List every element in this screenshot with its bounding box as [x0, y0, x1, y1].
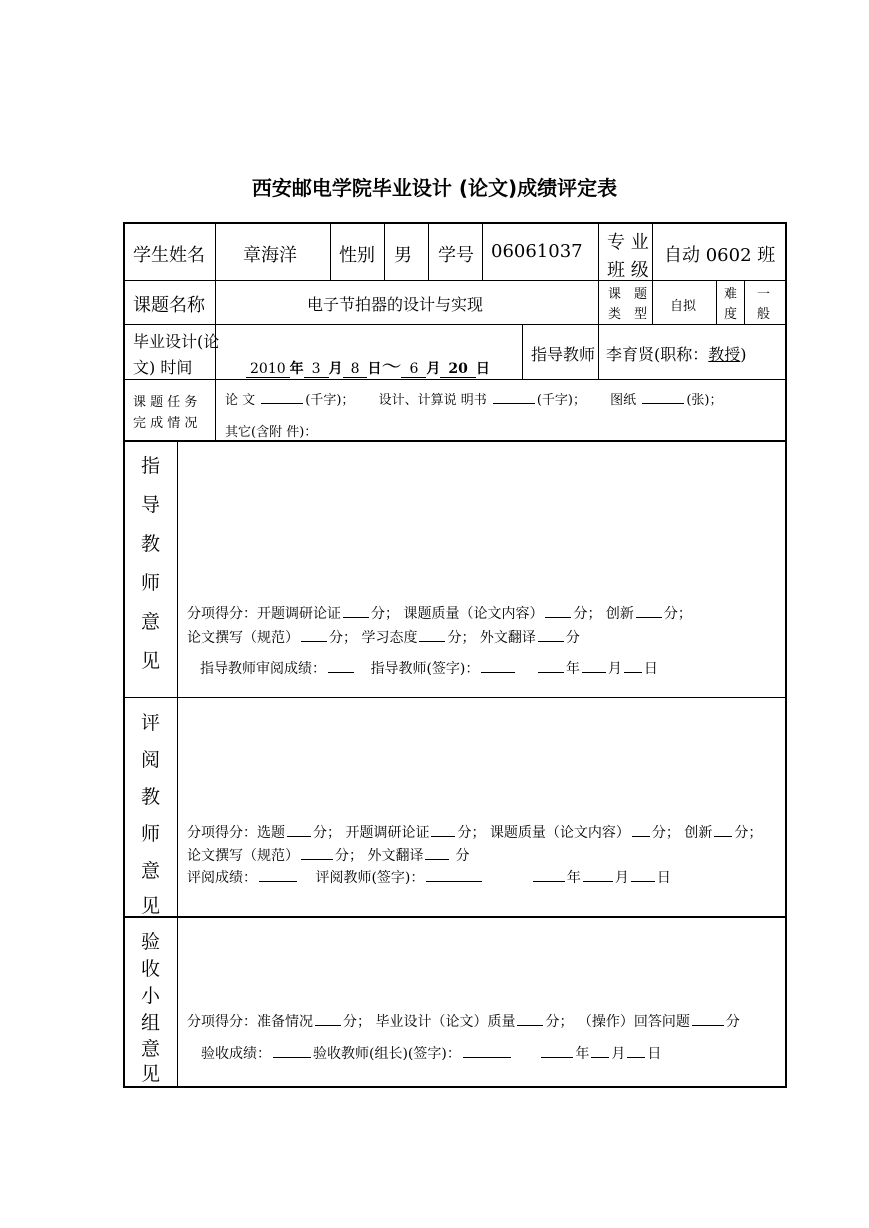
score-text: 论文撰写（规范）: [187, 630, 299, 646]
blank: [692, 1011, 724, 1026]
advisor-grade-line: [200, 658, 658, 678]
topic-type-label: 课 题: [608, 287, 648, 302]
design-time-range: [246, 350, 490, 379]
row-divider: [123, 379, 787, 380]
advisor-score-line1: [187, 603, 692, 623]
major-class-value: 自动 0602 班: [664, 245, 776, 266]
topic-name-label: 课题名称: [133, 295, 205, 316]
score-text: 分； 外文翻译: [447, 630, 536, 646]
advisor-opinion-label-char: 见: [141, 650, 161, 672]
col-divider: [177, 440, 178, 1088]
col-divider: [428, 222, 429, 280]
blank: [624, 658, 642, 673]
score-text: 分； 创新: [573, 606, 634, 622]
difficulty-value: 一: [757, 287, 771, 302]
col-divider: [384, 222, 385, 280]
thesis-label: 论 文: [225, 393, 256, 408]
end-day: 20: [440, 361, 475, 378]
advisor-title: 教授: [708, 345, 741, 364]
blank: [343, 603, 369, 618]
advisor-opinion-label-char: 指: [141, 455, 161, 477]
reviewer-score-line1: [187, 822, 762, 842]
gender-label: 性别: [339, 245, 375, 266]
row-divider: [123, 440, 787, 442]
row-divider: [123, 697, 787, 698]
blank: [261, 389, 303, 404]
date-unit: 年: [575, 1046, 590, 1062]
blank: [259, 867, 297, 882]
year-unit: 年: [289, 361, 304, 377]
blank: [714, 822, 732, 837]
score-text: 分； 外文翻译: [335, 848, 424, 864]
major-class-label: 班 级: [607, 260, 649, 281]
col-divider: [522, 324, 523, 379]
blank: [301, 845, 333, 860]
unit-text: (千字)；: [305, 393, 355, 408]
blank: [273, 1043, 311, 1058]
score-text: 分； 课题质量（论文内容）: [371, 606, 544, 622]
date-unit: 日: [643, 661, 658, 677]
advisor-value: [606, 342, 747, 365]
date-unit: 日: [647, 1046, 662, 1062]
score-text: 分: [725, 1014, 740, 1030]
blank: [315, 1011, 341, 1026]
col-divider: [652, 222, 653, 324]
tilde: 〜: [381, 354, 402, 378]
advisor-score-line2: [187, 627, 580, 647]
signature-label: 指导教师(签字)：: [370, 661, 480, 677]
advisor-name: 李育贤(职称：: [606, 345, 709, 364]
blank: [541, 1043, 573, 1058]
blank: [533, 867, 565, 882]
reviewer-opinion-label-char: 阅: [141, 749, 161, 771]
day-unit: 日: [475, 361, 490, 377]
score-text: 分项得分：准备情况: [187, 1014, 313, 1030]
end-month: 6: [401, 361, 426, 378]
score-text: 分: [455, 848, 470, 864]
major-class-label: 专 业: [607, 232, 649, 253]
blank: [582, 658, 606, 673]
signature-label: 评阅教师(签字)：: [315, 870, 425, 886]
advisor-opinion-label-char: 师: [141, 572, 161, 594]
blank: [426, 867, 482, 882]
task-completion-other: 其它(含附 件)：: [225, 425, 318, 440]
start-month: 3: [304, 361, 329, 378]
start-year: 2010: [246, 361, 290, 378]
col-divider: [482, 222, 483, 280]
advisor-opinion-label-char: 导: [141, 494, 161, 516]
committee-opinion-label-char: 意: [141, 1038, 161, 1060]
drawings-label: 图纸: [610, 393, 637, 408]
committee-opinion-label-char: 小: [141, 985, 161, 1007]
blank: [517, 1011, 543, 1026]
task-completion-line1: [225, 389, 722, 408]
difficulty-label: 难: [724, 287, 738, 302]
score-text: 分； （操作）回答问题: [545, 1014, 690, 1030]
committee-opinion-label-char: 验: [141, 931, 161, 953]
score-text: 分； 开题调研论证: [313, 825, 430, 841]
advisor-opinion-label-char: 教: [141, 533, 161, 555]
committee-opinion-label-char: 见: [141, 1063, 161, 1085]
row-divider: [123, 916, 787, 918]
col-divider: [716, 280, 717, 324]
score-text: 分； 创新: [651, 825, 713, 841]
col-divider: [598, 222, 599, 324]
difficulty-label: 度: [724, 307, 738, 322]
student-id-value: 06061037: [491, 241, 583, 262]
blank: [287, 822, 311, 837]
task-completion-label: 完 成 情 况: [133, 416, 198, 431]
score-text: 分；: [734, 825, 763, 841]
difficulty-value: 般: [757, 307, 771, 322]
blank: [481, 658, 515, 673]
grade-label: 评阅成绩：: [187, 870, 257, 886]
blank: [431, 822, 455, 837]
grade-label: 指导教师审阅成绩：: [200, 661, 326, 677]
score-text: 分； 学习态度: [329, 630, 418, 646]
date-unit: 月: [611, 1046, 626, 1062]
advisor-label: 指导教师: [531, 345, 596, 364]
signature-label: 验收教师(组长)(签字)：: [313, 1046, 461, 1062]
blank: [545, 603, 571, 618]
score-text: 分；: [663, 606, 692, 622]
blank: [463, 1043, 511, 1058]
reviewer-opinion-label-char: 评: [141, 712, 161, 734]
table-border-bottom: [123, 1086, 787, 1088]
date-unit: 月: [607, 661, 622, 677]
day-unit: 日: [367, 361, 382, 377]
col-divider: [598, 324, 599, 379]
blank: [583, 867, 613, 882]
page-title: 西安邮电学院毕业设计 (论文)成绩评定表: [251, 176, 618, 200]
student-name-value: 章海洋: [243, 245, 297, 266]
committee-opinion-label-char: 收: [141, 958, 161, 980]
gender-value: 男: [394, 245, 412, 266]
topic-name-value: 电子节拍器的设计与实现: [307, 295, 484, 314]
row-divider: [123, 324, 787, 325]
blank: [642, 389, 684, 404]
student-name-label: 学生姓名: [133, 245, 205, 266]
blank: [631, 867, 655, 882]
row-divider: [123, 280, 787, 281]
blank: [301, 627, 327, 642]
reviewer-opinion-label-char: 意: [141, 860, 161, 882]
blank: [636, 603, 662, 618]
student-id-label: 学号: [438, 245, 474, 266]
table-border-left: [123, 222, 125, 1088]
score-text: 分； 课题质量（论文内容）: [457, 825, 630, 841]
blank: [419, 627, 445, 642]
month-unit: 月: [426, 361, 441, 377]
advisor-opinion-label-char: 意: [141, 611, 161, 633]
blank: [425, 845, 449, 860]
blank: [538, 627, 564, 642]
design-time-label: 毕业设计(论: [133, 332, 220, 351]
reviewer-opinion-label-char: 教: [141, 786, 161, 808]
unit-text: (张)；: [686, 393, 723, 408]
task-completion-label: 课 题 任 务: [133, 395, 198, 410]
date-unit: 月: [614, 870, 629, 886]
blank: [493, 389, 535, 404]
table-border-top: [123, 222, 787, 224]
start-day: 8: [343, 361, 368, 378]
blank: [627, 1043, 645, 1058]
blank: [591, 1043, 609, 1058]
reviewer-score-line2: [187, 845, 469, 865]
date-unit: 年: [566, 870, 581, 886]
score-text: 分项得分：选题: [187, 825, 285, 841]
advisor-suffix: ): [740, 345, 747, 364]
score-text: 分； 毕业设计（论文）质量: [343, 1014, 516, 1030]
reviewer-opinion-label-char: 见: [141, 895, 161, 917]
committee-grade-line: [201, 1043, 661, 1063]
blank: [632, 822, 650, 837]
unit-text: (千字)；: [536, 393, 587, 408]
design-time-label: 文) 时间: [133, 358, 193, 377]
month-unit: 月: [328, 361, 343, 377]
score-text: 分: [565, 630, 580, 646]
committee-opinion-label-char: 组: [141, 1012, 161, 1034]
grade-label: 验收成绩：: [201, 1046, 271, 1062]
blank: [328, 658, 354, 673]
col-divider: [330, 222, 331, 280]
topic-type-value: 自拟: [670, 299, 697, 314]
design-manual-label: 设计、计算说 明书: [378, 393, 487, 408]
score-text: 论文撰写（规范）: [187, 848, 299, 864]
score-text: 分项得分：开题调研论证: [187, 606, 341, 622]
table-border-right: [785, 222, 787, 1088]
reviewer-grade-line: [187, 867, 671, 887]
date-unit: 年: [565, 661, 580, 677]
date-unit: 日: [656, 870, 671, 886]
topic-type-label: 类 型: [608, 307, 648, 322]
reviewer-opinion-label-char: 师: [141, 823, 161, 845]
col-divider: [744, 280, 745, 324]
blank: [538, 658, 564, 673]
committee-score-line1: [187, 1011, 740, 1031]
